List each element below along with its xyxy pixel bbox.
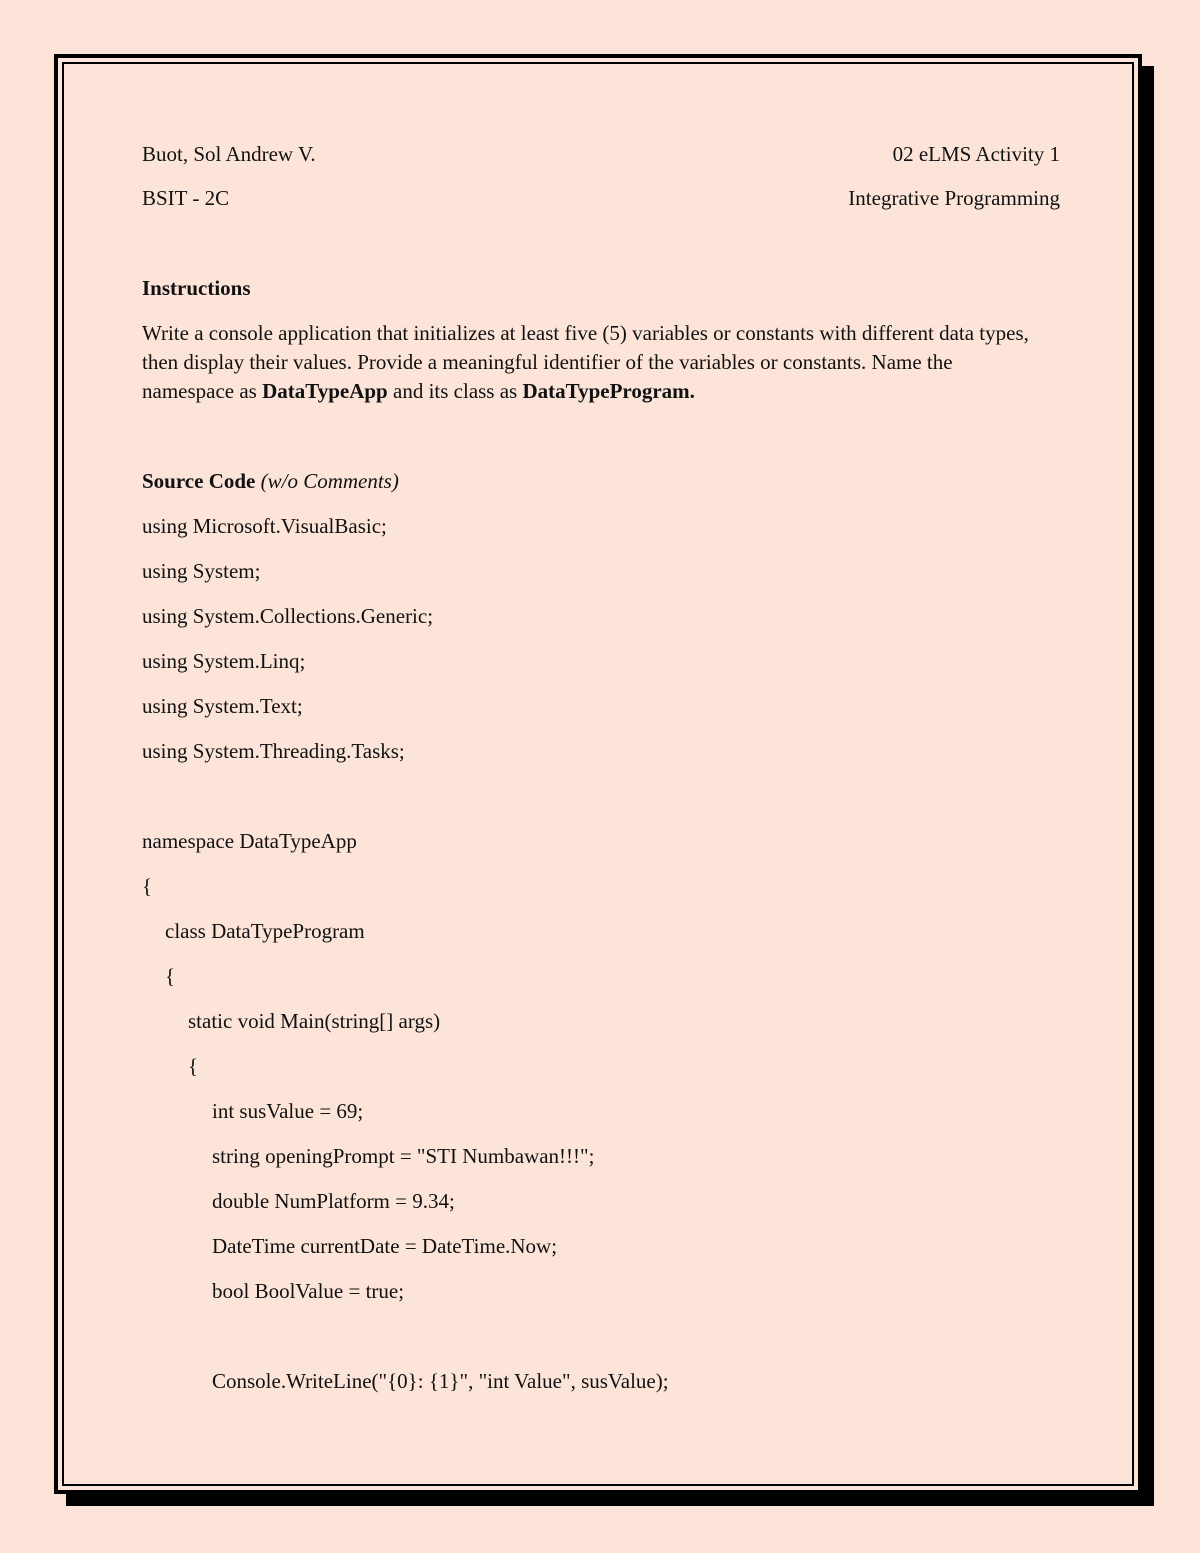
source-code-title: Source Code [142, 469, 256, 493]
code-line: Console.WriteLine("{0}: {1}", "int Value", susValue); [212, 1369, 669, 1393]
course-name: Integrative Programming [848, 186, 1060, 210]
code-line: bool BoolValue = true; [212, 1279, 405, 1303]
code-line: using System.Linq; [142, 649, 306, 673]
code-line: double NumPlatform = 9.34; [212, 1189, 455, 1213]
code-line: using System.Collections.Generic; [142, 604, 434, 628]
code-line: class DataTypeProgram [165, 919, 365, 943]
code-line: { [188, 1054, 199, 1078]
instructions-text-1: Write a console application that initializes at least five (5) variables or constants with different data types, then display their values. Provide a meaningful identifier of the variables or constants. Name the namespace as [142, 321, 1029, 403]
code-line: { [165, 964, 176, 988]
source-code-subtitle: (w/o Comments) [260, 469, 399, 493]
namespace-name: DataTypeApp [262, 379, 388, 403]
source-code-block [142, 512, 1060, 1396]
code-blank-line [142, 1322, 1060, 1351]
code-line: DateTime currentDate = DateTime.Now; [212, 1234, 558, 1258]
code-line: namespace DataTypeApp [142, 829, 357, 853]
code-line: static void Main(string[] args) [188, 1009, 441, 1033]
activity-title: 02 eLMS Activity 1 [892, 142, 1060, 166]
code-line: using System.Text; [142, 694, 303, 718]
instructions-paragraph [142, 319, 1047, 406]
code-line: { [142, 874, 153, 898]
code-blank-line [142, 782, 1060, 811]
instructions-text-2: and its class as [387, 379, 523, 403]
header-row-2 [142, 184, 1060, 213]
class-name: DataTypeProgram. [522, 379, 695, 403]
code-line: using Microsoft.VisualBasic; [142, 514, 387, 538]
source-code-heading [142, 467, 1060, 496]
student-section: BSIT - 2C [142, 186, 230, 210]
code-line: using System.Threading.Tasks; [142, 739, 405, 763]
code-line: using System; [142, 559, 261, 583]
document-content [142, 140, 1060, 1412]
header-row-1 [142, 140, 1060, 169]
student-name: Buot, Sol Andrew V. [142, 142, 316, 166]
instructions-heading: Instructions [142, 276, 251, 300]
code-line: string openingPrompt = "STI Numbawan!!!"; [212, 1144, 595, 1168]
code-line: int susValue = 69; [212, 1099, 364, 1123]
